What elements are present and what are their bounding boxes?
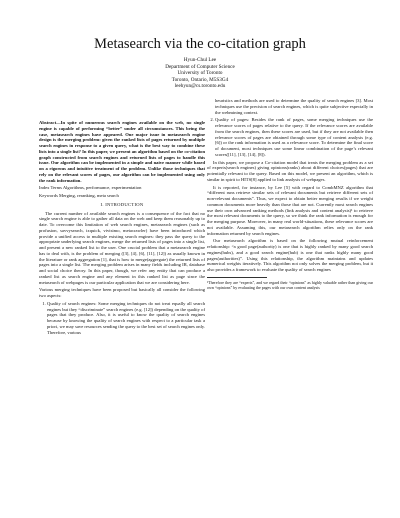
right-column xyxy=(207,98,373,290)
author-univ: University of Toronto xyxy=(177,70,223,77)
aspect-item-1: 1. Quality of search engines: Some merging techniques do not treat equally all search engines but they “discriminate” search engines (e.g. [12]) depending on the quality of pages that they produce. Also, it is useful to know the quality of search engines because by knowing the quality of search engines with respect to a particular task a priori, we may save resources sending the query to the best set of search engines only. Therefore, various xyxy=(47,301,205,336)
keywords: Keywords Merging, reranking, meta search xyxy=(39,193,119,198)
aspect-item-1-continued: heuristics and methods are used to determine the quality of search engines [3]. Most techniques use the precision of search engines, which is quite subjective especially in the webmining context. xyxy=(215,98,373,115)
author-block xyxy=(0,57,400,90)
footnote-rule xyxy=(207,277,267,278)
intro-paragraph-1: The current number of available search engines is a consequence of the fact that no single search engine is able to gather all data on the web and keep them reasonably up to date. To overcome this limitation of web search engines, metasearch engines (such as profusion, savvysearch, ixquick, vivisimo, metacrawler) have been introduced which provide a unified access to multiple existing search engines: they pass the query to the appropriate underlying search engines, merge the returned lists of pages into a single list, and present a new ranked list to the user. One crucial problem that a metasearch engine has to deal with, is the problem of merging ([3], [4], [6], [11], [12]) as usually known in the literature or rank aggregation [1], that is how to merge(aggregate) the returned lists of pages into a single list. The merging problem arises in many fields including IR, database and social choice theory. In this paper, though, we refer any entity that can produce a ranked list as search engine and any element in this ranked list as page since the metasearch of webpages is our particular application that we are considering here. xyxy=(39,210,205,285)
aspect-item-2: 2. Quality of pages: Besides the rank of pages, some merging techniques use the relevance scores of pages relative to the query. If the relevance scores are available from the search engines, then these scores are used, but if they are not available then relevance scores of pages are obtained through some type of content analysis (e.g. [6]) or the rank information is used as a relevance score. To determine the final score of document, most techniques use some linear combination of the page’s relevant scores([11], [13], [14], [8]). xyxy=(215,117,373,157)
body-paragraph-2: In this paper, we propose a Co-citation model that treats the merging problem as a set of experts(search engines) giving opinions(ranks) about different choices(pages) that are potentially relevant to the query. Based on this model, we present an algorithm, which is similar in spirit to HITS[8] applied to link analysis of webpages. xyxy=(207,159,373,182)
section-heading-introduction: I. INTRODUCTION xyxy=(100,201,144,207)
body-paragraph-4: Our metasearch algorithm is based on the following mutual reinforcement relationship: “a good page(authority) is one that is highly ranked by many good search engines(hubs), and a good search engine(hub) is one that ranks highly many good pages(authorities)”. Using this relationship, the algorithm maintains and updates numerical weights iteratively. This algorithm not only solves the merging problem, but it also provides a framework to evaluate the quality of search engines xyxy=(207,238,373,272)
author-dept: Department of Computer Science xyxy=(165,63,235,70)
author-email: leehyun@cs.toronto.edu xyxy=(174,83,226,90)
aspect-list-continued xyxy=(207,117,373,157)
author-city: Toronto, Ontario, M5S3G4 xyxy=(171,76,229,83)
intro-paragraph-2: Various merging techniques have been proposed but basically all consider the following two aspects: xyxy=(39,287,205,298)
aspect-list xyxy=(39,301,205,336)
body-paragraph-3: It is reported, for instance, by Lee [5] with regard to CombMNZ algorithm that “different runs retrieve similar sets of relevant documents but retrieve different sets of non-relevant documents”. Thus, we expect to obtain better merging results if we weight common documents more heavily than those that are not. Currently most search engines use their own advanced ranking methods (link analysis and content analysis)¹ to retrieve the most relevant documents to the query, so we think the rank information is enough for the merging purpose. Moreover, in many real world-situations, these relevance scores are not available. Assuming this, our metasearch algorithm relies only on the rank information returned by search engines. xyxy=(207,184,373,236)
abstract: Abstract—In spite of numerous search engines available on the web, no single engine is capable of performing “better” under all circumstances. This being the case, metasearch engines have appeared. One major issue in metasearch engine design is the merging problem: given the ranked lists of pages returned by multiple search engines in response to a given query, what is the best way to combine these lists into a single list? In this paper, we present an algorithm based on the co-citation graph constructed from search engines and returned lists of pages to handle this issue. Our algorithm can be implemented in a simple and naive manner while based on a rigorous and intuitive treatment of the problem. Unlike those techniques that rely on the relevant scores of pages, our algorithm can be implemented using only the rank information. xyxy=(39,120,205,183)
author-name: Hyun-Chul Lee xyxy=(183,57,217,63)
index-terms: Index Terms Algorithms, performance, experimentation xyxy=(39,185,142,191)
paper-title: Metasearch via the co-citation graph xyxy=(94,36,306,52)
left-column xyxy=(39,120,205,337)
footnote: ¹Therefore they are “experts”, and we regard their “opinions” as highly valuable rather than giving our own “opinions” by evaluating the pages with our own content analysis xyxy=(207,279,373,290)
